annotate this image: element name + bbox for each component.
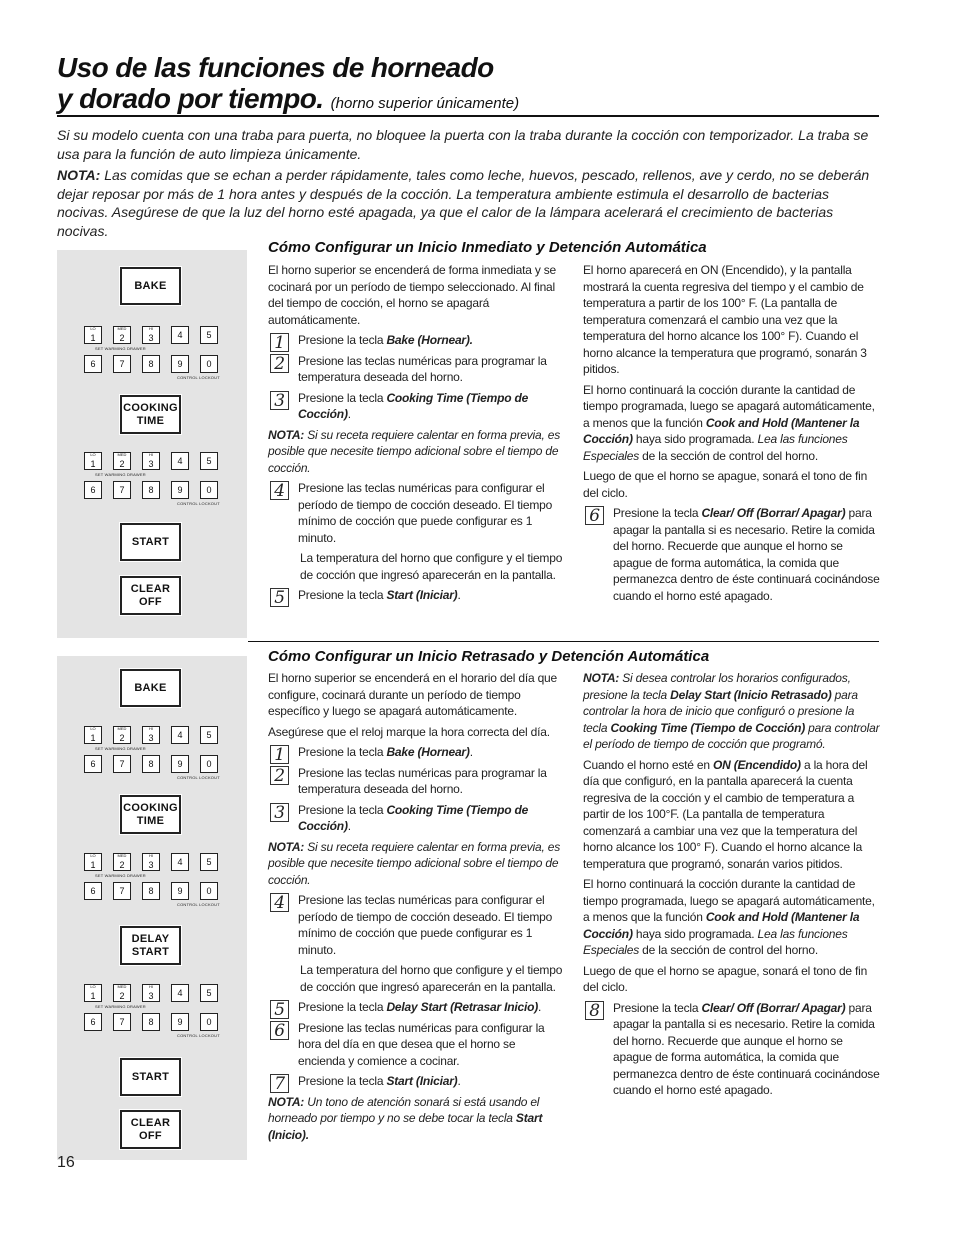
section-title-immediate: Cómo Configurar un Inicio Inmediato y Detención Automática [268, 239, 707, 256]
bake-key: BAKE [121, 268, 180, 304]
title-subtitle: (horno superior únicamente) [330, 95, 520, 112]
key-1: LO 1 [84, 984, 102, 1002]
key-3: HI 3 [142, 853, 160, 871]
key-9: 9 [171, 355, 189, 373]
key-1: LO 1 [84, 326, 102, 344]
key-1: LO 1 [84, 726, 102, 744]
step-number: 7 [270, 1074, 289, 1093]
warming-drawer-label: SET WARMING DRAWER [95, 346, 146, 351]
key-2: MED 2 [113, 326, 131, 344]
key-2: MED 2 [113, 452, 131, 470]
key-1: LO 1 [84, 452, 102, 470]
step-number: 4 [270, 481, 289, 500]
step-2: 2 Presione las teclas numéricas para programar la temperatura deseada del horno. [268, 353, 563, 386]
numpad [81, 984, 231, 1038]
step-number: 2 [270, 766, 289, 785]
key-0: 0 [200, 882, 218, 900]
page-number: 16 [57, 1154, 75, 1171]
key-2: MED 2 [113, 984, 131, 1002]
section1-intro: El horno superior se encenderá de forma inmediata y se cocinará por un período de tiempo seleccionado. Al final del tiempo de cocción, el horno se apagará automáticamente. [268, 263, 557, 327]
clear-off-key: CLEAR OFF [121, 577, 180, 614]
clear-off-key: CLEAR OFF [121, 1111, 180, 1148]
step-3: 3 Presione la tecla Cooking Time (Tiempo de Cocción). [268, 802, 565, 835]
step-5: 5 Presione la tecla Delay Start (Retrasar Inicio). [268, 999, 565, 1016]
control-lockout-label: CONTROL LOCKOUT [177, 375, 220, 380]
key-8: 8 [142, 1013, 160, 1031]
control-lockout-label: CONTROL LOCKOUT [177, 1033, 220, 1038]
section2-nota: NOTA: Si su receta requiere calentar en forma previa, es posible que necesite tiempo adicional sobre el tiempo de cocción. [268, 839, 561, 887]
key-0: 0 [200, 755, 218, 773]
numpad [81, 326, 231, 380]
key-9: 9 [171, 481, 189, 499]
section2-nota-2: NOTA: Un tono de atención sonará si está usando el horneado por tiempo y no se debe tocar la tecla Start (Inicio). [268, 1094, 543, 1142]
step-number: 6 [270, 1021, 289, 1040]
step-1: 1 Presione la tecla Bake (Hornear). [268, 332, 563, 349]
title-line-1: Uso de las funciones de horneado [57, 52, 494, 83]
warming-drawer-label: SET WARMING DRAWER [95, 746, 146, 751]
key-4: 4 [171, 853, 189, 871]
warming-drawer-label: SET WARMING DRAWER [95, 873, 146, 878]
step-1: 1 Presione la tecla Bake (Hornear). [268, 744, 565, 761]
key-5: 5 [200, 853, 218, 871]
step-5: 5 Presione la tecla Start (Iniciar). [268, 587, 563, 604]
step-number: 5 [270, 1000, 289, 1019]
key-8: 8 [142, 355, 160, 373]
numpad [81, 726, 231, 780]
key-9: 9 [171, 755, 189, 773]
key-0: 0 [200, 481, 218, 499]
key-5: 5 [200, 984, 218, 1002]
delay-start-key: DELAY START [121, 927, 180, 964]
control-lockout-label: CONTROL LOCKOUT [177, 501, 220, 506]
key-8: 8 [142, 481, 160, 499]
key-9: 9 [171, 1013, 189, 1031]
key-5: 5 [200, 452, 218, 470]
intro-warning: Si su modelo cuenta con una traba para puerta, no bloquee la puerta con la traba durante la cocción con temporizador. La traba se usa para la función de auto limpieza únicamente. [57, 127, 869, 162]
section2-right-p1: Cuando el horno esté en ON (Encendido) a la hora del día que configuró, en la pantalla aparecerá la cuenta regresiva de la cocción y el cambio de temperatura a partir de los 100°F. (La pantalla de temperatura comenzará a cambiar una vez que la temperatura del horno alcance los 100° F). Cuando el horno alcance la temperatura que programó, sonarán varios pitidos. [583, 757, 868, 871]
key-3: HI 3 [142, 726, 160, 744]
start-key: START [121, 524, 180, 560]
step-8: 8 Presione la tecla Clear/ Off (Borrar/ Apagar) para apagar la pantalla si es necesario. Retire la comida del horno. Recuerde que aunque el horno se apague de forma automática, la comida que permanezca dentro de éste continuará cocinándose cuando el horno esté apagado. [583, 1000, 880, 1099]
step-number: 6 [585, 506, 604, 525]
key-8: 8 [142, 882, 160, 900]
section1-right-p3: Luego de que el horno se apague, sonará el tono de fin del ciclo. [583, 469, 868, 500]
key-1: LO 1 [84, 853, 102, 871]
key-7: 7 [113, 1013, 131, 1031]
step-4: 4 Presione las teclas numéricas para configurar el período de tiempo de cocción deseado. El tiempo mínimo de cocción que puede configurar es 1 minuto. [268, 892, 565, 958]
key-4: 4 [171, 726, 189, 744]
step-6: 6 Presione las teclas numéricas para configurar la hora del día en que desea que el horno se encienda y comience a cocinar. [268, 1020, 565, 1070]
step-number: 5 [270, 588, 289, 607]
key-4: 4 [171, 984, 189, 1002]
section1-right-p1: El horno aparecerá en ON (Encendido), y la pantalla mostrará la cuenta regresiva del tiempo y el cambio de temperatura a partir de los 100° F. (La pantalla de temperatura comenzará el cambio una vez que la temperatura del horno alcance los 100° F). Cuando el horno alcance la temperatura que programó, sonarán 3 pitidos. [583, 263, 867, 376]
page-title [57, 52, 519, 119]
section2-right-p2: El horno continuará la cocción durante la cantidad de tiempo programada, luego se apagará automáticamente, a menos que la función Cook and Hold (Mantener la Cocción) haya sido programada. Lea las funciones Especiales de la sección de control del horno. [583, 877, 875, 957]
step-7: 7 Presione la tecla Start (Iniciar). [268, 1073, 565, 1090]
step-number: 4 [270, 893, 289, 912]
step-number: 3 [270, 391, 289, 410]
step-3: 3 Presione la tecla Cooking Time (Tiempo de Cocción). [268, 390, 563, 423]
section2-intro: El horno superior se encenderá en el horario del día que configure, cocinará durante un período de tiempo específico y luego se apagará automáticamente. [268, 671, 557, 718]
title-line-2: y dorado por tiempo. [57, 83, 324, 114]
intro [57, 126, 879, 243]
section1-right-p2: El horno continuará la cocción durante la cantidad de tiempo programada, luego se apagará automáticamente, a menos que la función Cook and Hold (Mantener la Cocción) haya sido programada. Lea las funciones Especiales de la sección de control del horno. [583, 382, 875, 463]
warming-drawer-label: SET WARMING DRAWER [95, 472, 146, 477]
section1-left-column [268, 262, 563, 608]
key-4: 4 [171, 326, 189, 344]
key-3: HI 3 [142, 984, 160, 1002]
step-4: 4 Presione las teclas numéricas para configurar el período de tiempo de cocción deseado. El tiempo mínimo de cocción que puede configurar es 1 minuto. [268, 480, 563, 546]
key-5: 5 [200, 726, 218, 744]
key-3: HI 3 [142, 326, 160, 344]
key-0: 0 [200, 355, 218, 373]
section2-right-column [583, 670, 880, 1103]
key-3: HI 3 [142, 452, 160, 470]
keypad-panel-immediate [57, 250, 247, 638]
cooking-time-key: COOKING TIME [121, 796, 180, 833]
key-4: 4 [171, 452, 189, 470]
key-2: MED 2 [113, 726, 131, 744]
key-8: 8 [142, 755, 160, 773]
step-2: 2 Presione las teclas numéricas para programar la temperatura deseada del horno. [268, 765, 565, 798]
key-6: 6 [84, 755, 102, 773]
step-number: 1 [270, 333, 289, 352]
step-4-extra: La temperatura del horno que configure y el tiempo de cocción que ingresó aparecerán en la pantalla. [300, 963, 563, 994]
key-6: 6 [84, 355, 102, 373]
key-5: 5 [200, 326, 218, 344]
section2-right-p3: Luego de que el horno se apague, sonará el tono de fin del ciclo. [583, 963, 868, 994]
intro-nota: NOTA: Las comidas que se echan a perder rápidamente, tales como leche, huevos, pescado, rellenos, ave y cerdo, no se deberán dejar reposar por más de 1 hora antes y después de la cocción. La temperatura ambiente estimula el desarrollo de bacterias nocivas. Asegúrese de que la luz del horno esté apagada, ya que el calor de la lámpara acelerará el crecimiento de bacterias nocivas. [57, 167, 870, 239]
key-7: 7 [113, 755, 131, 773]
section2-left-column [268, 670, 565, 1147]
numpad [81, 853, 231, 907]
start-key: START [121, 1059, 180, 1095]
section1-right-column [583, 262, 880, 608]
keypad-panel-delayed [57, 656, 247, 1160]
key-6: 6 [84, 481, 102, 499]
control-lockout-label: CONTROL LOCKOUT [177, 902, 220, 907]
section2-clock: Asegúrese que el reloj marque la hora correcta del día. [268, 724, 550, 739]
cooking-time-key: COOKING TIME [121, 396, 180, 433]
step-4-extra: La temperatura del horno que configure y el tiempo de cocción que ingresó aparecerán en la pantalla. [300, 551, 563, 582]
section-title-delayed: Cómo Configurar un Inicio Retrasado y Detención Automática [268, 648, 710, 665]
numpad [81, 452, 231, 506]
bake-key: BAKE [121, 670, 180, 706]
section2-right-nota: NOTA: Si desea controlar los horarios configurados, presione la tecla Delay Start (Inicio Retrasado) para controlar la hora de inicio que configuró o presione la tecla Cooking Time (Tiempo de Cocción) para controlar el período de tiempo de cocción que programó. [583, 671, 880, 751]
step-number: 1 [270, 745, 289, 764]
title-rule [57, 115, 879, 117]
key-6: 6 [84, 882, 102, 900]
section-divider [248, 641, 879, 642]
key-7: 7 [113, 481, 131, 499]
key-2: MED 2 [113, 853, 131, 871]
step-number: 3 [270, 803, 289, 822]
key-7: 7 [113, 355, 131, 373]
key-6: 6 [84, 1013, 102, 1031]
key-7: 7 [113, 882, 131, 900]
step-number: 8 [585, 1001, 604, 1020]
step-6: 6 Presione la tecla Clear/ Off (Borrar/ Apagar) para apagar la pantalla si es necesario. Retire la comida del horno. Recuerde que aunque el horno se apague de forma automática, la comida que permanezca dentro de éste continuará cocinándose cuando el horno esté apagado. [583, 505, 880, 604]
warming-drawer-label: SET WARMING DRAWER [95, 1004, 146, 1009]
key-9: 9 [171, 882, 189, 900]
step-number: 2 [270, 354, 289, 373]
control-lockout-label: CONTROL LOCKOUT [177, 775, 220, 780]
key-0: 0 [200, 1013, 218, 1031]
section1-nota: NOTA: Si su receta requiere calentar en forma previa, es posible que necesite tiempo adicional sobre el tiempo de cocción. [268, 427, 561, 475]
